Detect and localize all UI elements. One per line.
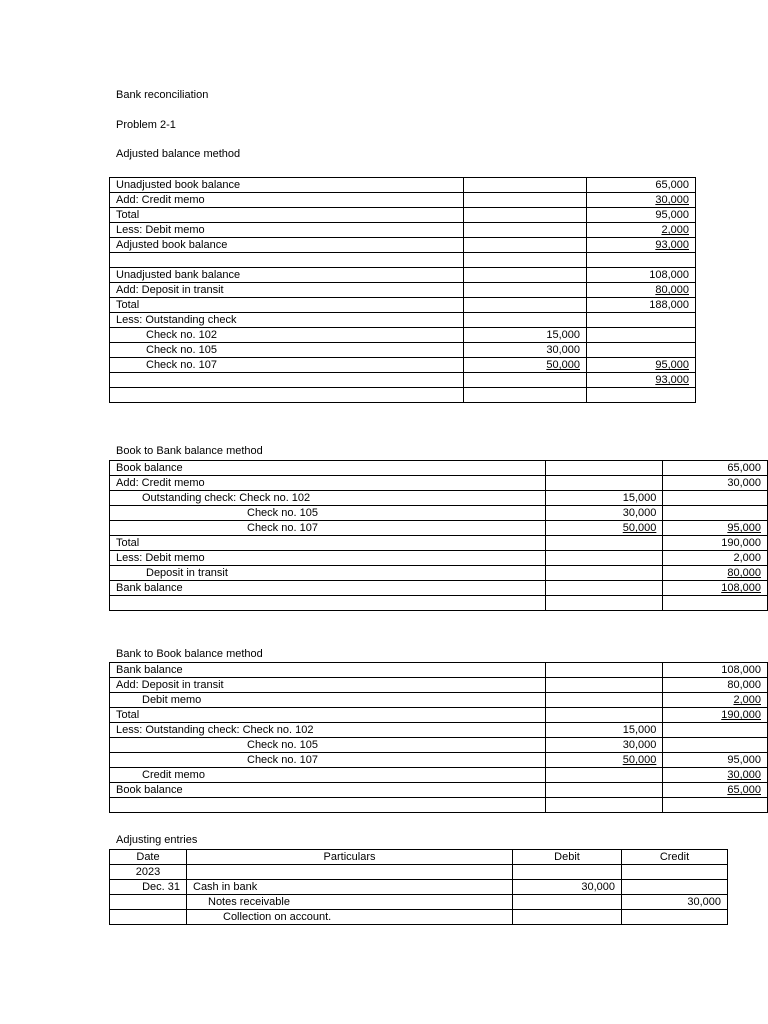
table-row xyxy=(110,298,696,313)
table-row xyxy=(110,328,696,343)
row-value: 95,000 xyxy=(655,359,689,371)
row-label: Add: Deposit in transit xyxy=(110,283,464,298)
check-amount: 50,000 xyxy=(546,359,580,371)
row-value: 30,000 xyxy=(727,769,761,781)
entry-date: Dec. 31 xyxy=(110,880,187,895)
table-row xyxy=(110,738,768,753)
row-label: Add: Credit memo xyxy=(110,193,464,208)
header-particulars: Particulars xyxy=(187,850,513,865)
check-amount: 50,000 xyxy=(622,754,657,766)
row-value: 93,000 xyxy=(655,239,689,251)
row-value: 108,000 xyxy=(663,663,768,678)
check-label: Check no. 105 xyxy=(110,738,546,753)
check-label: Check no. 105 xyxy=(110,343,464,358)
row-value: 2,000 xyxy=(661,224,689,236)
row-value: 95,000 xyxy=(587,208,696,223)
table-row xyxy=(110,461,768,476)
row-label: Less: Outstanding check xyxy=(110,313,464,328)
table-row xyxy=(110,193,696,208)
table-row xyxy=(110,693,768,708)
table-row xyxy=(110,753,768,768)
credit-account: Notes receivable xyxy=(187,895,513,910)
row-value: 30,000 xyxy=(655,194,689,206)
row-value: 95,000 xyxy=(663,753,768,768)
table-row xyxy=(110,678,768,693)
debit-amount: 30,000 xyxy=(513,880,622,895)
adjusting-entries-title: Adjusting entries xyxy=(116,834,198,846)
row-label: Less: Debit memo xyxy=(110,551,546,566)
row-label: Outstanding check: Check no. 102 xyxy=(110,491,546,506)
row-label: Book balance xyxy=(110,783,546,798)
check-amount: 30,000 xyxy=(546,738,663,753)
table-row xyxy=(110,708,768,723)
header-debit: Debit xyxy=(513,850,622,865)
row-label: Bank balance xyxy=(110,663,546,678)
row-label: Deposit in transit xyxy=(110,566,546,581)
table-row xyxy=(110,865,728,880)
book-to-bank-title: Book to Bank balance method xyxy=(116,445,263,457)
table-row xyxy=(110,313,696,328)
row-label: Bank balance xyxy=(110,581,546,596)
document-title: Bank reconciliation xyxy=(116,89,209,101)
table-row xyxy=(110,491,768,506)
row-label: Add: Credit memo xyxy=(110,476,546,491)
entry-year: 2023 xyxy=(110,865,187,880)
table-row xyxy=(110,223,696,238)
row-value: 30,000 xyxy=(663,476,768,491)
table-row xyxy=(110,566,768,581)
table-row xyxy=(110,910,728,925)
blank-row xyxy=(110,798,768,813)
check-amount: 50,000 xyxy=(622,522,657,534)
debit-account: Cash in bank xyxy=(187,880,513,895)
check-label: Check no. 107 xyxy=(110,358,464,373)
row-label: Credit memo xyxy=(110,768,546,783)
row-value: 190,000 xyxy=(721,709,761,721)
table-row xyxy=(110,768,768,783)
blank-row xyxy=(110,253,696,268)
check-amount: 15,000 xyxy=(464,328,587,343)
check-amount: 15,000 xyxy=(546,723,663,738)
row-label: Add: Deposit in transit xyxy=(110,678,546,693)
table-row xyxy=(110,551,768,566)
row-value: 2,000 xyxy=(733,694,761,706)
row-label: Total xyxy=(110,708,546,723)
credit-amount: 30,000 xyxy=(622,895,728,910)
table-row xyxy=(110,268,696,283)
table-row xyxy=(110,476,768,491)
check-label: Check no. 107 xyxy=(110,521,546,536)
table-row xyxy=(110,521,768,536)
table-row xyxy=(110,358,696,373)
table-row xyxy=(110,238,696,253)
table-row xyxy=(110,343,696,358)
row-value: 80,000 xyxy=(655,284,689,296)
row-label: Unadjusted book balance xyxy=(110,178,464,193)
row-value: 108,000 xyxy=(587,268,696,283)
row-label: Less: Outstanding check: Check no. 102 xyxy=(110,723,546,738)
problem-number: Problem 2-1 xyxy=(116,119,176,131)
entry-explanation: Collection on account. xyxy=(187,910,513,925)
table-row xyxy=(110,783,768,798)
row-value: 2,000 xyxy=(663,551,768,566)
table-row xyxy=(110,581,768,596)
table-row xyxy=(110,663,768,678)
check-amount: 15,000 xyxy=(546,491,663,506)
row-value: 80,000 xyxy=(727,567,761,579)
table-row xyxy=(110,506,768,521)
row-label: Book balance xyxy=(110,461,546,476)
adjusted-method-title: Adjusted balance method xyxy=(116,148,241,160)
row-label: Total xyxy=(110,536,546,551)
row-value: 80,000 xyxy=(663,678,768,693)
row-value: 65,000 xyxy=(727,784,761,796)
row-value: 95,000 xyxy=(727,522,761,534)
blank-row xyxy=(110,596,768,611)
journal-entries-table xyxy=(109,849,728,925)
row-value: 65,000 xyxy=(663,461,768,476)
row-value: 108,000 xyxy=(721,582,761,594)
bank-to-book-table xyxy=(109,662,768,813)
row-value: 188,000 xyxy=(587,298,696,313)
table-row xyxy=(110,178,696,193)
check-amount: 30,000 xyxy=(464,343,587,358)
row-label: Less: Debit memo xyxy=(110,223,464,238)
row-label: Debit memo xyxy=(110,693,546,708)
book-to-bank-table xyxy=(109,460,768,611)
table-header-row xyxy=(110,850,728,865)
table-row xyxy=(110,723,768,738)
table-row xyxy=(110,880,728,895)
table-row xyxy=(110,895,728,910)
table-row xyxy=(110,208,696,223)
row-label: Total xyxy=(110,298,464,313)
check-label: Check no. 105 xyxy=(110,506,546,521)
row-label: Unadjusted bank balance xyxy=(110,268,464,283)
check-label: Check no. 107 xyxy=(110,753,546,768)
row-label: Adjusted book balance xyxy=(110,238,464,253)
table-row xyxy=(110,283,696,298)
header-date: Date xyxy=(110,850,187,865)
check-label: Check no. 102 xyxy=(110,328,464,343)
adjusted-bank-value: 93,000 xyxy=(655,374,689,386)
table-row xyxy=(110,373,696,388)
adjusted-balance-table xyxy=(109,177,696,403)
check-amount: 30,000 xyxy=(546,506,663,521)
row-value: 65,000 xyxy=(587,178,696,193)
blank-row xyxy=(110,388,696,403)
table-row xyxy=(110,536,768,551)
row-value: 190,000 xyxy=(663,536,768,551)
header-credit: Credit xyxy=(622,850,728,865)
row-label: Total xyxy=(110,208,464,223)
bank-to-book-title: Bank to Book balance method xyxy=(116,648,263,660)
